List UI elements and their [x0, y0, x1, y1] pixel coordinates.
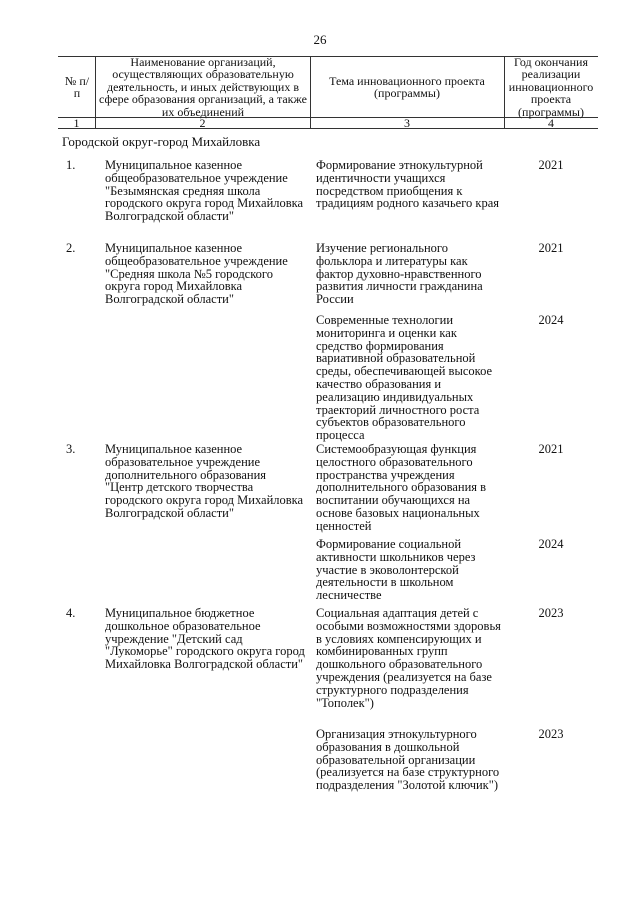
header-project-topic: Тема инновационного проекта (программы) [329, 73, 485, 100]
project-topic: Организация этнокультурного образования в дошкольной образовательной организации (реализуется на базе структурного подразделения "Золотой ключик") [316, 727, 500, 793]
region-heading: Городской округ-город Михайловка [62, 134, 261, 149]
organization-name: Муниципальное казенное общеобразовательное учреждение "Безымянская средняя школа городского округа город Михайловка Волгоградской области" [105, 158, 304, 224]
row-number: 2. [66, 241, 76, 255]
header-number: № п/п [64, 73, 90, 100]
organization-name: Муниципальное казенное общеобразовательное учреждение "Средняя школа №5 городского округа город Михайловка Волгоградской области" [105, 241, 288, 307]
project-topic: Формирование этнокультурной идентичности учащихся посредством приобщения к традициям родного казачьего края [316, 158, 500, 211]
project-topic: Современные технологии мониторинга и оценки как средство формирования вариативной образовательной среды, обеспечивающей высокое качество образования и реализацию индивидуальных траекторий личностного роста субъектов образовательного процесса [316, 313, 493, 443]
column-number: 3 [404, 116, 410, 130]
project-topic: Формирование социальной активности школьников через участие в эковолонтерской деятельности в школьном лесничестве [316, 537, 476, 603]
end-year: 2021 [538, 442, 564, 456]
column-number: 4 [548, 116, 554, 130]
column-number: 2 [199, 116, 206, 130]
row-number: 1. [66, 158, 76, 172]
end-year: 2023 [538, 727, 564, 741]
end-year: 2021 [538, 158, 564, 172]
end-year: 2021 [538, 241, 564, 255]
row-number: 3. [66, 442, 76, 456]
header-organization: Наименование организаций, осуществляющих образовательную деятельность, и иных действующих в сфере образования организаций, а также их объединений [99, 54, 307, 119]
organization-name: Муниципальное бюджетное дошкольное образовательное учреждение "Детский сад "Лукоморье" городского округа город Михайловка Волгоградской области" [105, 606, 305, 672]
end-year: 2024 [538, 313, 564, 327]
row-number: 4. [66, 606, 76, 620]
header-end-year: Год окончания реализации инновационного проекта (программы) [508, 54, 594, 119]
project-topic: Изучение регионального фольклора и литературы как фактор духовно-нравственного развития личности гражданина России [316, 241, 483, 307]
end-year: 2024 [538, 537, 564, 551]
project-topic: Социальная адаптация детей с особыми возможностями здоровья в условиях компенсирующих и комбинированных групп дошкольного образовательного учреждения (реализуется на базе структурного подразделения "Тополек") [316, 606, 501, 710]
end-year: 2023 [538, 606, 564, 620]
column-number: 1 [73, 116, 80, 130]
organization-name: Муниципальное казенное образовательное учреждение дополнительного образования "Центр детского творчества городского округа город Михайловка Волгоградской области" [105, 442, 304, 520]
page-number: 26 [313, 32, 327, 47]
project-topic: Системообразующая функция целостного образовательного пространства учреждения дополнительного образования в воспитании обучающихся на основе базовых национальных ценностей [316, 442, 487, 533]
